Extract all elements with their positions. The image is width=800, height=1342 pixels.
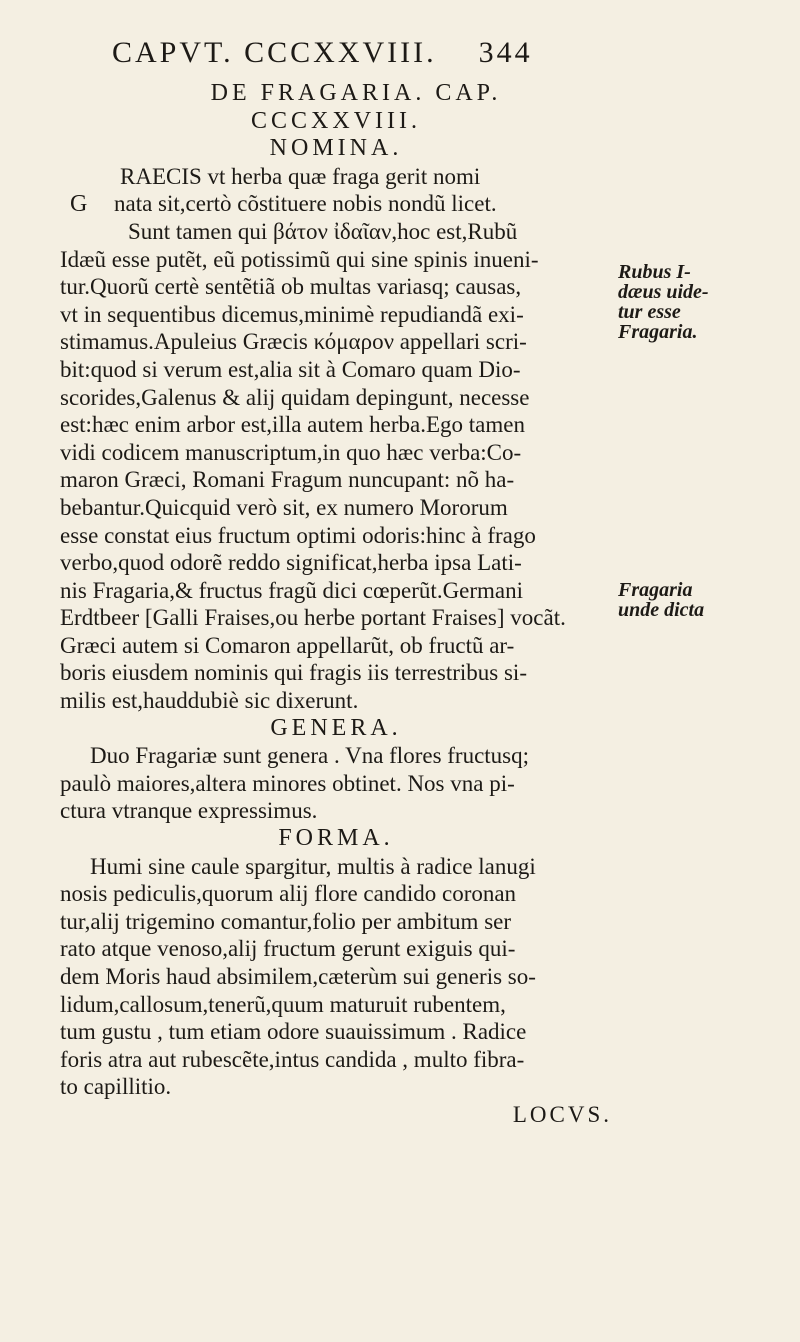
text-line: stimamus.Apuleius Græcis κόμαρον appellari scri- xyxy=(60,329,527,355)
text-line xyxy=(60,190,612,218)
text-line: Erdtbeer [Galli Fraises,ou herbe portant Fraises] vocãt. xyxy=(60,605,566,631)
text-line: nosis pediculis,quorum alij flore candido coronan xyxy=(60,881,517,907)
text-line: maron Græci, Romani Fragum nuncupant: nõ ha- xyxy=(60,467,515,493)
margin-note-line: unde dicta xyxy=(618,599,705,621)
opening-line: RAECIS vt herba quæ fraga gerit nomi xyxy=(120,163,481,189)
margin-note-rubus xyxy=(618,262,748,342)
text-line: to capillitio. xyxy=(60,1074,172,1100)
text-line: dem Moris haud absimilem,cæterùm sui generis so- xyxy=(60,964,536,989)
margin-note-line: dæus uide- xyxy=(618,281,709,303)
text-line: tum gustu , tum etiam odore suauissimum . Radice xyxy=(60,1019,527,1045)
text-line: rato atque venoso,alij fructum gerunt exiguis qui- xyxy=(60,936,516,962)
text-line: esse constat eius fructum optimi odoris:hinc à frago xyxy=(60,522,536,548)
text-line: nis Fragaria,& fructus fragũ dici cœperũt.Germani xyxy=(60,577,524,603)
text-line: lidum,callosum,tenerũ,quum maturuit rubentem, xyxy=(60,991,506,1017)
text-line: bebantur.Quicquid verò sit, ex numero Mororum xyxy=(60,494,508,520)
margin-note-line: Fragaria. xyxy=(618,321,698,343)
text-line: verbo,quod odorẽ reddo significat,herba ipsa Lati- xyxy=(60,550,522,576)
text-line: tur,alij trigemino comantur,folio per ambitum ser xyxy=(60,908,512,934)
margin-note-fragaria xyxy=(618,580,748,620)
section-heading-nomina: NOMINA. xyxy=(269,135,403,162)
drop-capital: G xyxy=(70,191,88,218)
margin-note-line: Rubus I- xyxy=(618,261,691,283)
chapter-number: CCCXXVIII. xyxy=(251,107,421,134)
section-heading-genera: GENERA. xyxy=(270,714,402,741)
text-span: nata sit,certò cõstituere nobis nondũ licet. xyxy=(114,191,497,217)
body-text xyxy=(60,80,612,1129)
text-line: milis est,hauddubiè sic dixerunt. xyxy=(60,688,359,714)
text-line: vt in sequentibus dicemus,minimè repudiandã exi- xyxy=(60,301,524,327)
text-line: bit:quod si verum est,alia sit à Comaro quam Dio- xyxy=(60,356,521,382)
text-line: Idæũ esse putẽt, eũ potissimũ qui sine spinis inueni- xyxy=(60,246,539,272)
text-line: foris atra aut rubescẽte,intus candida , multo fibra- xyxy=(60,1046,525,1072)
margin-note-line: Fragaria xyxy=(618,579,693,601)
margin-note-line: tur esse xyxy=(618,301,681,323)
page-number: 344 xyxy=(478,36,533,69)
text-line: paulò maiores,altera minores obtinet. Nos vna pi- xyxy=(60,770,515,796)
chapter-heading: CAPVT. CCCXXVIII. xyxy=(112,36,437,69)
section-heading-forma: FORMA. xyxy=(278,825,394,852)
running-head xyxy=(112,36,632,70)
text-line: tur.Quorũ certè sentẽtiã ob multas variasq; causas, xyxy=(60,274,522,300)
text-line xyxy=(60,163,612,191)
text-line: Duo Fragariæ sunt genera . Vna flores fructusq; xyxy=(90,743,530,769)
text-line: Sunt tamen qui βάτον ἰδαῖαν,hoc est,Rubũ xyxy=(128,218,518,244)
text-line: est:hæc enim arbor est,illa autem herba.Ego tamen xyxy=(60,412,525,438)
text-line: boris eiusdem nominis qui fragis iis terrestribus si- xyxy=(60,660,527,686)
catchword: LOCVS. xyxy=(512,1101,612,1127)
text-line: scorides,Galenus & alij quidam depingunt, necesse xyxy=(60,384,530,410)
chapter-title: DE FRAGARIA. CAP. xyxy=(210,80,502,106)
text-line: Humi sine caule spargitur, multis à radice lanugi xyxy=(90,853,536,879)
text-line: ctura vtranque expressimus. xyxy=(60,798,318,824)
text-line: vidi codicem manuscriptum,in quo hæc verba:Co- xyxy=(60,439,522,465)
text-line: Græci autem si Comaron appellarũt, ob fructũ ar- xyxy=(60,632,515,658)
